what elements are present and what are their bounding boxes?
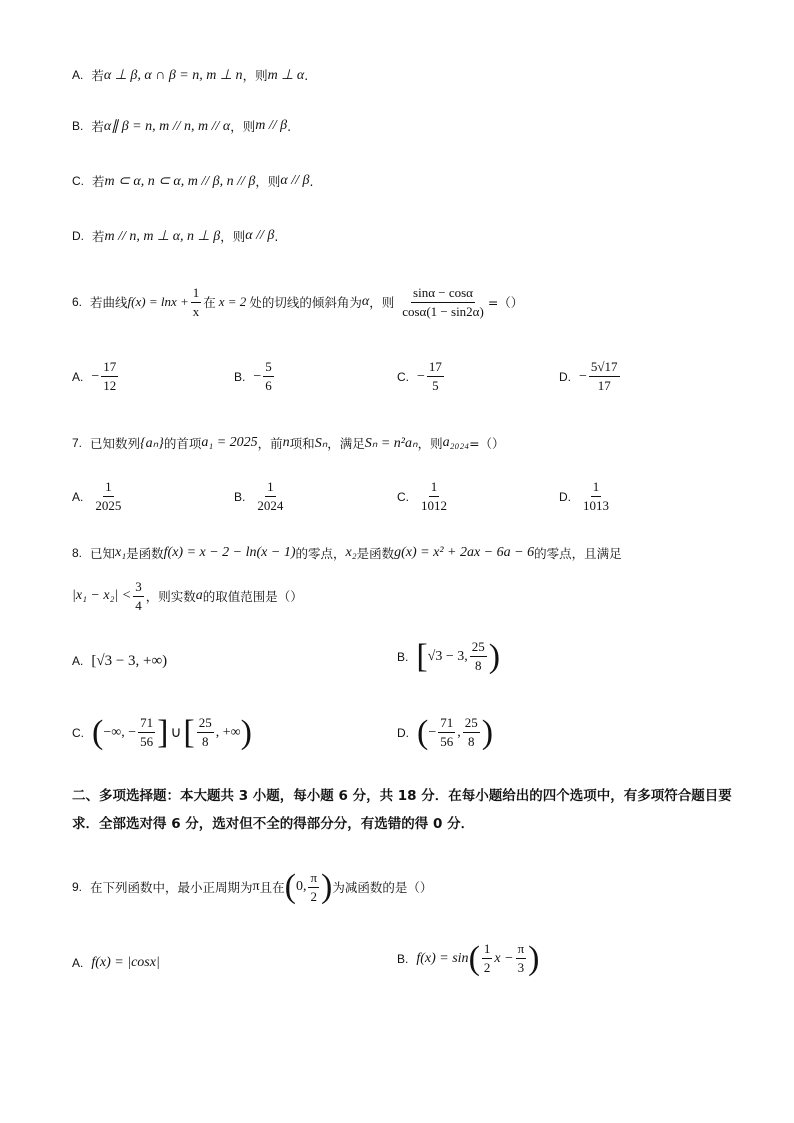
numerator: 71 (138, 714, 155, 733)
left-paren: ( (417, 713, 429, 751)
option-text: ，则 (220, 229, 246, 244)
option-label: B. (397, 649, 409, 664)
option-math: − (428, 724, 437, 740)
numerator: 1 (191, 284, 202, 303)
stem-math: x = 2 (218, 294, 247, 309)
q5-option-b (72, 115, 291, 137)
option-math: m ⊂ α, n ⊂ α, m // β, n // β (104, 173, 256, 189)
stem-math: α (361, 294, 370, 309)
fraction (427, 358, 444, 395)
q6-option-d (559, 358, 622, 395)
option-end: . (309, 173, 314, 189)
fraction (516, 940, 527, 977)
q5-option-d (72, 225, 278, 247)
stem-text: 且在 (259, 880, 285, 895)
fraction (255, 478, 285, 515)
stem-text: 已知数列 (90, 436, 141, 451)
question-number: 8. (72, 546, 83, 560)
stem-text: ，则 (369, 295, 395, 310)
option-label: B. (72, 119, 84, 133)
option-end: . (304, 67, 309, 83)
fraction (581, 478, 611, 515)
option-math: −∞, − (103, 724, 137, 740)
option-text: ，则 (242, 68, 268, 83)
option-math: f(x) = |cosx| (91, 955, 160, 970)
option-end: . (287, 118, 292, 134)
stem-text: 是函数 (356, 546, 395, 561)
fraction (482, 940, 493, 977)
option-text: 若 (91, 68, 104, 83)
numerator: 25 (197, 714, 214, 733)
option-math: α // β (245, 228, 275, 243)
option-text: 若 (91, 119, 104, 134)
denominator: 12 (103, 378, 117, 393)
numerator: 1 (265, 478, 276, 497)
denominator: 2 (483, 960, 491, 975)
fraction (589, 358, 620, 395)
stem-math: g(x) = x² + 2ax − 6a − 6 (394, 545, 535, 560)
q6-option-b (234, 358, 276, 395)
stem-math: Sₙ = n²aₙ (364, 435, 418, 451)
option-sign: − (417, 368, 425, 384)
q9-option-b (397, 940, 539, 977)
q6-stem (72, 280, 523, 324)
fraction (197, 714, 214, 751)
fraction (419, 478, 449, 515)
option-math: x − (494, 950, 514, 966)
option-math: m // n, m ⊥ α, n ⊥ β (104, 228, 221, 244)
stem-math: a₂₀₂₄ (442, 435, 470, 450)
denominator: 17 (597, 378, 611, 393)
stem-text: 的取值范围是（） (202, 589, 303, 604)
stem-math: n (282, 435, 290, 450)
stem-text: ，则 (417, 436, 443, 451)
q8-option-c (72, 714, 252, 751)
option-math: α // β (280, 173, 310, 188)
option-label: C. (397, 369, 409, 384)
stem-text: 的零点，且满足 (534, 546, 622, 561)
option-text: 若 (92, 174, 105, 189)
denominator: 56 (440, 734, 454, 749)
option-label: A. (72, 654, 84, 668)
numerator: 25 (470, 638, 487, 657)
stem-text: 处的切线的倾斜角为 (249, 295, 362, 310)
option-label: B. (234, 489, 246, 504)
numerator: 1 (482, 940, 493, 959)
q7-option-a (72, 478, 125, 515)
q8-option-a (72, 646, 167, 676)
option-math: √3 − 3, (427, 648, 468, 664)
denominator: 6 (265, 378, 272, 393)
fraction (133, 578, 144, 615)
q8-option-d: D. ( − $\frac{71}{56}$ , $\frac{25}{8}$ ) (397, 713, 494, 751)
option-math: , +∞ (215, 724, 241, 740)
option-label: D. (559, 369, 571, 384)
option-label: C. (397, 489, 409, 504)
q7-option-d (559, 478, 613, 515)
stem-text: =（） (469, 436, 505, 451)
question-number: 6. (72, 295, 83, 309)
option-label: A. (72, 68, 84, 82)
denominator: x (192, 303, 200, 319)
stem-math: {aₙ} (140, 435, 164, 451)
stem-math: x₂ (345, 545, 357, 560)
numerator: 5 (263, 358, 274, 377)
left-bracket: [ (416, 637, 428, 675)
numerator: 1 (103, 478, 114, 497)
option-text: 若 (92, 229, 105, 244)
stem-math: Sₙ (314, 435, 328, 451)
stem-text: 项和 (289, 436, 315, 451)
fraction (463, 714, 480, 751)
option-math: α∥ β = n, m // n, m // α (103, 118, 231, 134)
numerator: π (516, 940, 527, 959)
q7-stem (72, 430, 505, 456)
right-bracket: ] (157, 713, 169, 751)
denominator: 56 (140, 734, 154, 749)
left-bracket: [ (183, 713, 195, 751)
q9-option-a (72, 950, 160, 976)
fraction (438, 714, 455, 751)
stem-math: π (252, 879, 260, 894)
fraction (93, 478, 123, 515)
numerator: 25 (463, 714, 480, 733)
option-math: m // β (255, 118, 288, 133)
right-paren: ) (481, 713, 494, 751)
option-text: ，则 (230, 119, 256, 134)
q5-option-a (72, 64, 308, 86)
fraction (101, 358, 118, 395)
q7-option-c (397, 478, 451, 515)
option-sign: − (579, 368, 587, 384)
stem-text: 为减函数的是（） (332, 880, 433, 895)
numerator: π (308, 869, 319, 888)
denominator: 2 (310, 888, 317, 904)
stem-math: x₁ (115, 545, 127, 560)
q8-option-b (397, 638, 500, 675)
stem-math: a (195, 588, 203, 603)
q8-stem-line2 (72, 576, 303, 616)
q5-option-c (72, 170, 314, 192)
fraction (308, 869, 319, 906)
left-paren: ( (92, 713, 104, 751)
stem-text: 已知 (90, 546, 116, 561)
stem-math: a₁ = 2025 (201, 435, 258, 450)
section-heading: 二、多项选择题：本大题共 3 小题，每小题 6 分，共 18 分．在每小题给出的四个选项中，有多项符合题目要求．全部选对得 6 分，选对但不全的得部分分，有选错的得 0 分． (72, 788, 732, 832)
q8-stem-line1 (72, 540, 622, 566)
option-label: D. (72, 229, 84, 243)
stem-text: 的零点， (295, 546, 346, 561)
numerator: 1 (429, 478, 440, 497)
denominator: 1013 (583, 498, 609, 513)
fraction (138, 714, 155, 751)
left-paren: ( (468, 939, 480, 977)
option-math: m ⊥ α (267, 67, 305, 83)
option-label: A. (72, 956, 84, 970)
denominator: 4 (135, 597, 142, 613)
stem-math: |x₁ − x₂| < (72, 588, 132, 603)
option-label: D. (559, 489, 571, 504)
numerator: 3 (133, 578, 144, 597)
fraction (400, 284, 486, 321)
right-paren: ) (240, 713, 252, 751)
stem-math: 0, (295, 879, 307, 894)
option-label: A. (72, 489, 84, 504)
numerator: 5√17 (589, 358, 620, 377)
stem-math: f(x) = lnx + (127, 294, 189, 309)
denominator: 5 (432, 378, 439, 393)
q7-option-b (234, 478, 287, 515)
q6-option-a (72, 358, 120, 395)
denominator: 8 (202, 734, 209, 749)
option-sign: − (253, 368, 262, 384)
fraction (470, 638, 487, 675)
denominator: 3 (517, 960, 525, 975)
stem-text: 在下列函数中，最小正周期为 (90, 880, 253, 895)
option-label: C. (72, 725, 84, 740)
stem-text: 若曲线 (90, 295, 128, 310)
question-number: 7. (72, 436, 83, 450)
option-label: B. (234, 369, 246, 384)
stem-text: 是函数 (126, 546, 164, 561)
denominator: 2024 (257, 498, 284, 513)
question-number: 9. (72, 880, 83, 894)
right-paren: ) (528, 939, 540, 977)
stem-text: 的首项 (163, 436, 202, 451)
fraction (263, 358, 274, 395)
option-math: [√3 − 3, +∞) (91, 652, 168, 669)
denominator: 8 (475, 658, 482, 673)
option-math: f(x) = sin (416, 950, 469, 966)
denominator: 1012 (421, 498, 447, 513)
stem-text: ，则实数 (145, 589, 196, 604)
q6-option-c (397, 358, 446, 395)
stem-text: 在 (203, 295, 216, 310)
option-label: C. (72, 174, 84, 188)
option-label: D. (397, 725, 409, 740)
denominator: cosα(1 − sin2α) (402, 303, 484, 319)
union-symbol: ∪ (170, 725, 182, 741)
numerator: 71 (438, 714, 455, 733)
option-sign: − (91, 368, 100, 384)
q9-stem (72, 866, 432, 908)
stem-text: =（） (487, 295, 524, 310)
fraction (191, 284, 202, 321)
denominator: 8 (467, 734, 475, 749)
option-end: . (274, 228, 279, 244)
numerator: 17 (427, 358, 444, 377)
option-math: α ⊥ β, α ∩ β = n, m ⊥ n (103, 67, 243, 83)
right-paren: ) (488, 637, 501, 675)
stem-math: f(x) = x − 2 − ln(x − 1) (163, 545, 296, 560)
option-text: ，则 (255, 174, 281, 189)
stem-text: ，前 (257, 436, 283, 451)
numerator: 17 (101, 358, 118, 377)
numerator: sinα − cosα (411, 284, 475, 303)
option-label: A. (72, 369, 84, 384)
right-paren: ) (321, 868, 333, 905)
stem-text: ，满足 (327, 436, 365, 451)
option-label: B. (397, 951, 409, 966)
numerator: 1 (591, 478, 602, 497)
denominator: 2025 (95, 498, 122, 513)
left-paren: ( (284, 868, 296, 905)
